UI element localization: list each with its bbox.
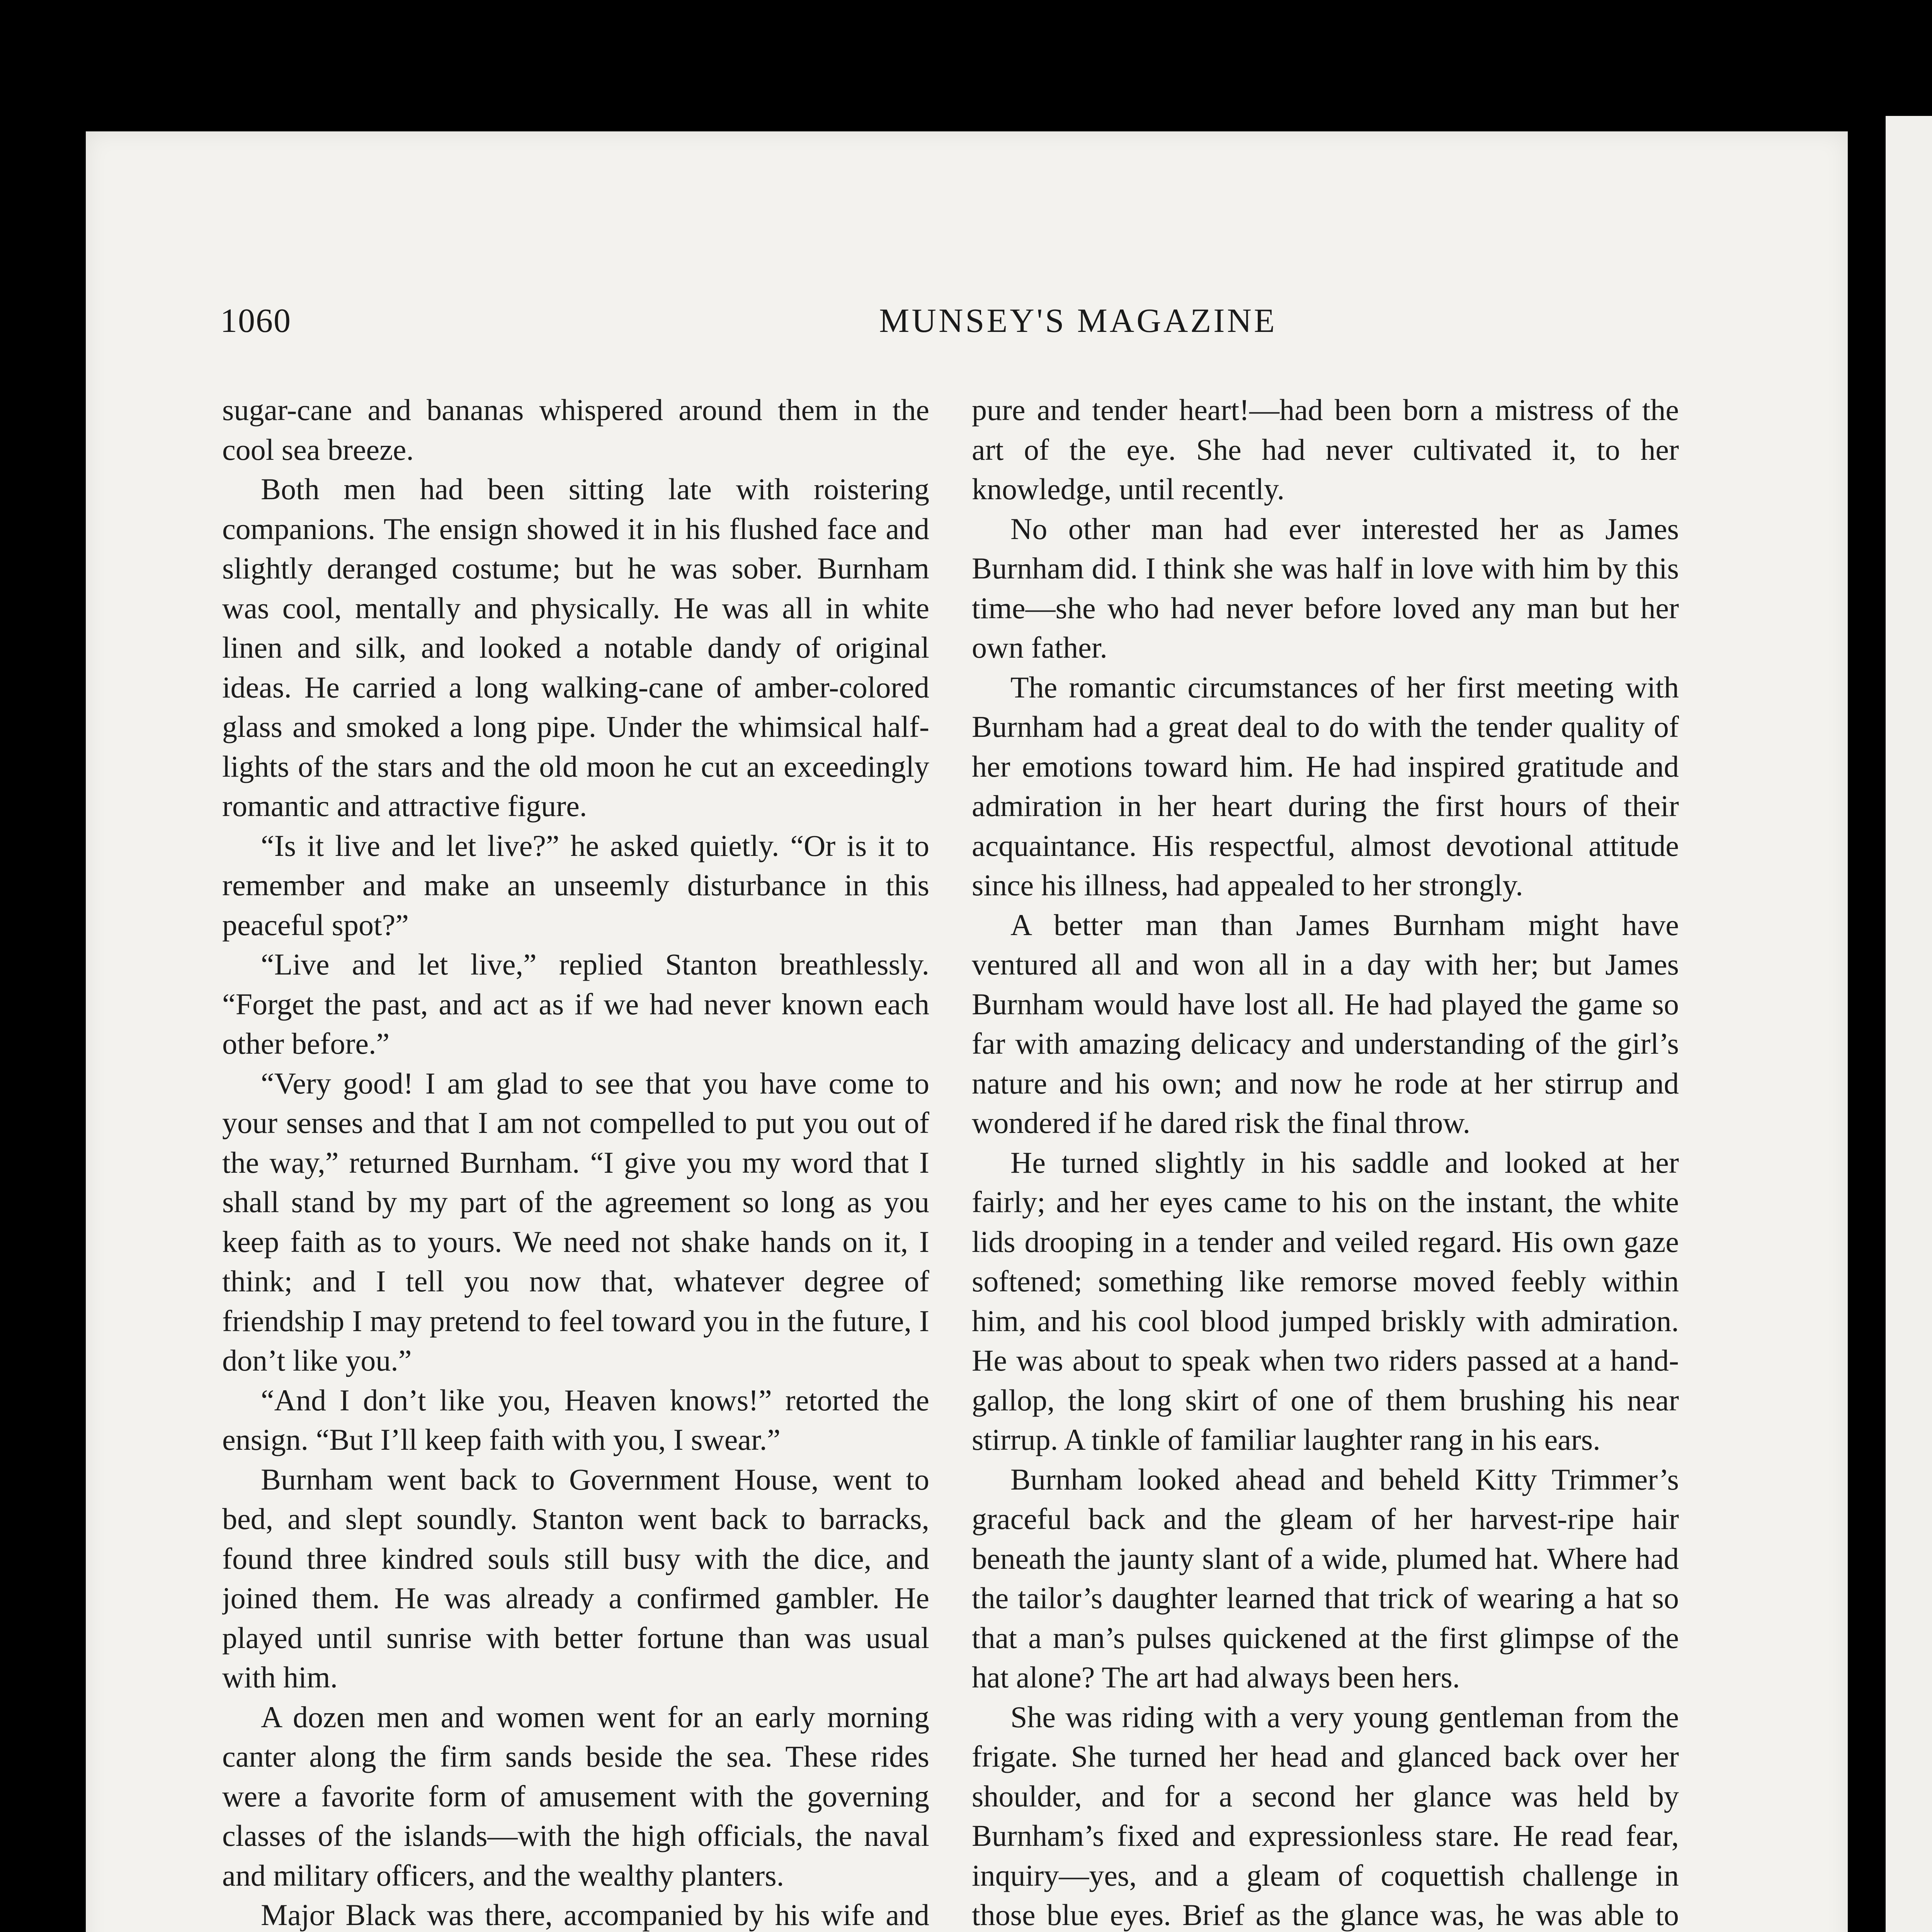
paragraph: The romantic circumstances of her first meeting with Burnham had a great deal to do with the tender quality of her emotions toward him. He had inspired gratitude and admiration in her heart during the first hours of their acquaintance. His respectful, almost devotional attitude since his illness, had appealed to her strongly. bbox=[972, 670, 1679, 902]
paragraph: Major Black was there, accompanied by his wife and bbox=[261, 1898, 929, 1932]
magazine-title: MUNSEY'S MAGAZINE bbox=[879, 302, 1277, 340]
paragraph: Both men had been sitting late with roistering companions. The ensign showed it in his flushed face and slightly deranged costume; but he was sober. Burnham was cool, mentally and physically. He was all in white linen and silk, and looked a notable dandy of original ideas. He carried a long walking-cane of amber-colored glass and smoked a long pipe. Under the whimsical half-lights of the stars and the old moon he cut an exceedingly romantic and attractive figure. bbox=[222, 472, 929, 823]
paragraph: “Very good! I am glad to see that you have come to your senses and that I am not compelled to put you out of the way,” returned Burnham. “I give you my word that I shall stand by my part of the agreement so long as you keep faith as to yours. We need not shake hands on it, I think; and I tell you now that, whatever degree of friendship I may pretend to feel toward you in the future, I don’t like you.” bbox=[222, 1066, 929, 1377]
paragraph: A dozen men and women went for an early morning canter along the firm sands beside the sea. These rides were a favorite form of amusement with the governing classes of the islands—with the high officials, the naval and military officers, and the wealthy planters. bbox=[222, 1700, 929, 1892]
paragraph: A better man than James Burnham might have ventured all and won all in a day with her; but James Burnham would have lost all. He had played the game so far with amazing delicacy and understanding of the girl’s nature and his own; and now he rode at her stirrup and wondered if he dared risk the final throw. bbox=[972, 908, 1679, 1139]
paragraph: “Live and let live,” replied Stanton breathlessly. “Forget the past, and act as if we had never known each other before.” bbox=[222, 947, 929, 1060]
right-column bbox=[972, 390, 1679, 1932]
paragraph: “Is it live and let live?” he asked quietly. “Or is it to remember and make an unseemly disturbance in this peaceful spot?” bbox=[222, 828, 929, 942]
page-gutter-shadow bbox=[1870, 116, 1886, 1932]
paragraph: Burnham went back to Government House, went to bed, and slept soundly. Stanton went back to barracks, found three kindred souls still busy with the dice, and joined them. He was already a confirmed gambler. He played until sunrise with better fortune than was usual with him. bbox=[222, 1462, 929, 1694]
left-column bbox=[222, 390, 929, 1932]
paragraph: No other man had ever interested her as James Burnham did. I think she was half in love with him by this time—she who had never before loved any man but her own father. bbox=[972, 512, 1679, 664]
paragraph: pure and tender heart!—had been born a mistress of the art of the eye. She had never cultivated it, to her knowledge, until recently. bbox=[972, 393, 1679, 506]
paragraph: She was riding with a very young gentleman from the frigate. She turned her head and glanced back over her shoulder, and for a second her glance was held by Burnham’s fixed and expressionless stare. He read fear, inquiry—yes, and a gleam of coquettish challenge in those blue eyes. Brief as the glance was, he was able to bbox=[972, 1700, 1679, 1932]
next-page-edge bbox=[1878, 116, 1932, 1932]
paragraph: sugar-cane and bananas whispered around them in the cool sea breeze. bbox=[222, 393, 929, 466]
paragraph: “And I don’t like you, Heaven knows!” retorted the ensign. “But I’ll keep faith with you, I swear.” bbox=[222, 1383, 929, 1456]
page-number: 1060 bbox=[220, 302, 291, 340]
paragraph: Burnham looked ahead and beheld Kitty Trimmer’s graceful back and the gleam of her harvest-ripe hair beneath the jaunty slant of a wide, plumed hat. Where had the tailor’s daughter learned that trick of wearing a hat so that a man’s pulses quickened at the first glimpse of the hat alone? The art had always been hers. bbox=[972, 1462, 1679, 1694]
running-head bbox=[220, 301, 1696, 344]
paragraph: He turned slightly in his saddle and looked at her fairly; and her eyes came to his on the instant, the white lids drooping in a tender and veiled regard. His own gaze softened; something like remorse moved feebly within him, and his cool blood jumped briskly with admiration. He was about to speak when two riders passed at a hand-gallop, the long skirt of one of them brushing his near stirrup. A tinkle of familiar laughter rang in his ears. bbox=[972, 1145, 1679, 1456]
